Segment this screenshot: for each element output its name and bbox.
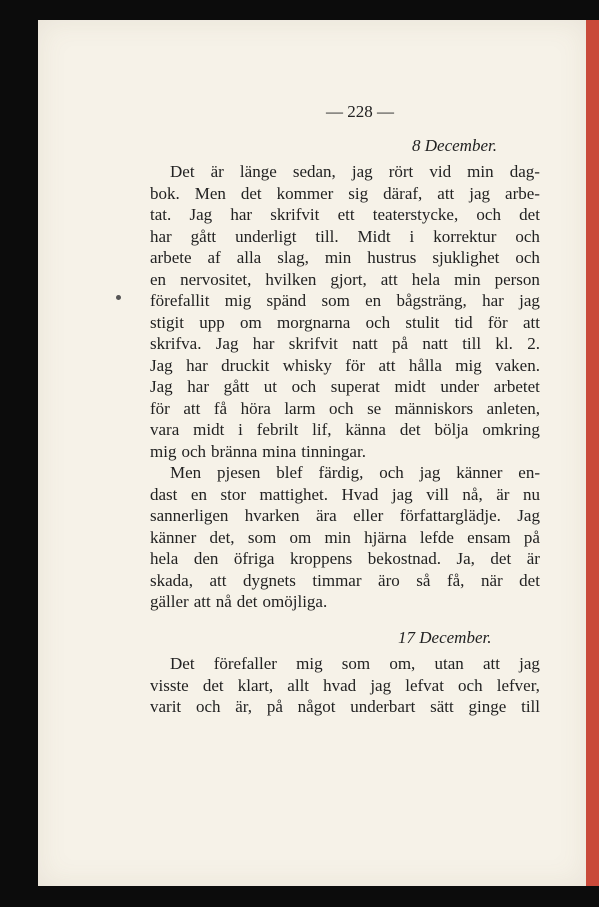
text-line: bok. Men det kommer sig däraf, att jag arbe-	[150, 183, 540, 203]
text-line: för att få höra larm och se människors anleten,	[150, 398, 540, 418]
text-line: har gått underligt till. Midt i korrektur och	[150, 226, 540, 246]
text-line: Det är länge sedan, jag rört vid min dag-	[170, 162, 540, 181]
text-line: gäller att nå det omöjliga.	[150, 592, 328, 611]
text-line: tat. Jag har skrifvit ett teaterstycke, och det	[150, 205, 540, 224]
entry-date: 17 December.	[398, 628, 492, 647]
text-line: arbete af alla slag, min hustrus sjuklighet och	[150, 248, 540, 267]
text-line: Men pjesen blef färdig, och jag känner en-	[170, 463, 540, 482]
text-line: Det förefaller mig som om, utan att jag	[170, 654, 540, 673]
text-line: sannerligen hvarken ära eller författarglädje. Jag	[150, 506, 540, 525]
text-line: vara midt i febrilt lif, känna det bölja omkring	[150, 420, 540, 439]
page-edge	[586, 20, 599, 907]
text-line: skrifva. Jag har skrifvit natt på natt till kl. 2.	[150, 334, 540, 353]
text-line: Jag har gått ut och superat midt under arbetet	[150, 377, 540, 396]
page-bottom-border	[38, 886, 599, 907]
entry-body	[150, 653, 540, 718]
text-line: Jag har druckit whisky för att hålla mig vaken.	[150, 355, 540, 375]
entry-body	[150, 161, 540, 613]
margin-mark	[116, 295, 121, 300]
text-line: en nervositet, hvilken gjort, att hela min person	[150, 269, 540, 289]
text-line: mig och bränna mina tinningar.	[150, 441, 366, 461]
text-line: dast en stor mattighet. Hvad jag vill nå, är nu	[150, 484, 540, 504]
text-line: hela den öfriga kroppens bekostnad. Ja, det är	[150, 549, 540, 568]
entry-date: 8 December.	[412, 136, 497, 155]
text-line: skada, att dygnets timmar äro så få, när det	[150, 570, 540, 590]
page-number: — 228 —	[326, 102, 394, 121]
text-line: visste det klart, allt hvad jag lefvat och lefver,	[150, 675, 540, 695]
text-line: stigit upp om morgnarna och stulit tid för att	[150, 312, 540, 332]
text-line: förefallit mig spänd som en bågsträng, har jag	[150, 291, 540, 310]
text-line: känner det, som om min hjärna lefde ensam på	[150, 527, 540, 547]
text-line: varit och är, på något underbart sätt ginge till	[150, 697, 540, 716]
